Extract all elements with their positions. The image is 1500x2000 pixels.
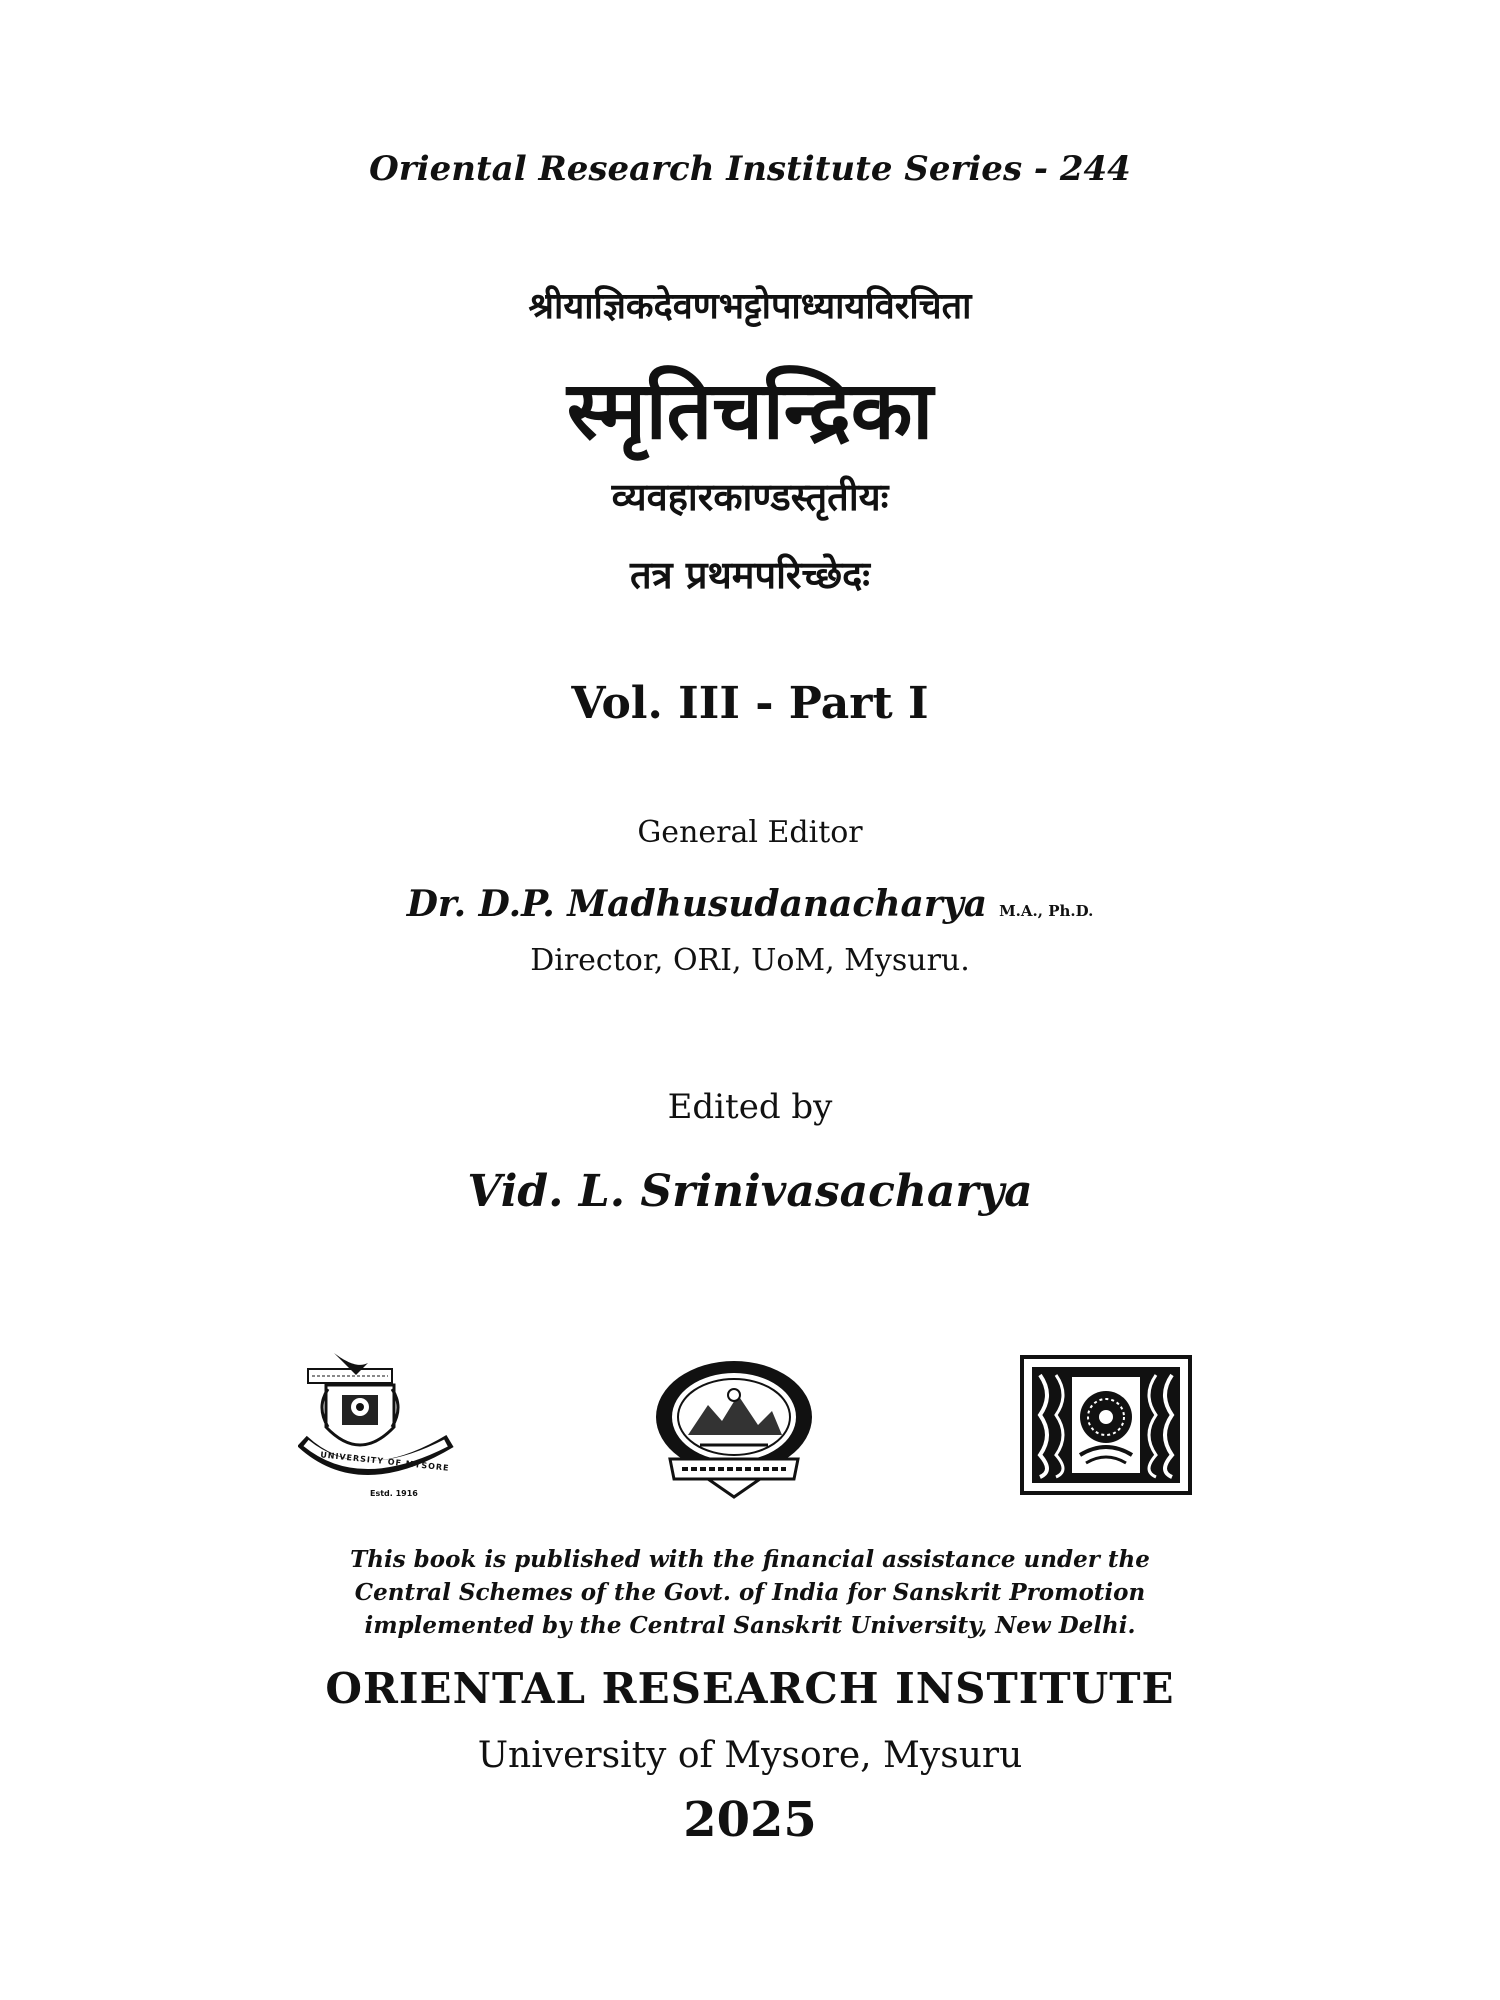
publisher-place: University of Mysore, Mysuru (477, 1735, 1023, 1776)
sanskrit-subtitle-2: तत्र प्रथमपरिच्छेदः (630, 552, 870, 597)
sanskrit-subtitle-1: व्यवहारकाण्डस्तृतीयः (611, 474, 889, 519)
series-title: Oriental Research Institute Series - 244 (369, 149, 1131, 189)
editor-name: Vid. L. Srinivasacharya (467, 1166, 1033, 1217)
oriental-research-institute-seal-icon (648, 1355, 820, 1505)
general-editor-degrees: M.A., Ph.D. (999, 902, 1094, 920)
funding-note-line: Central Schemes of the Govt. of India for Sanskrit Promotion (354, 1579, 1146, 1606)
general-editor-label: General Editor (637, 815, 863, 850)
sanskrit-title: स्मृतिचन्द्रिका (566, 363, 934, 457)
university-of-mysore-emblem-icon (298, 1345, 458, 1505)
publisher-name: ORIENTAL RESEARCH INSTITUTE (325, 1664, 1175, 1713)
emblem-established-text: Estd. 1916 (370, 1489, 418, 1498)
volume-label: Vol. III - Part I (571, 678, 929, 729)
editor-label: Edited by (667, 1087, 833, 1127)
general-editor-name-row (0, 883, 1500, 925)
sanskrit-byline: श्रीयाज्ञिकदेवणभट्टोपाध्यायविरचिता (528, 285, 972, 327)
emblem-ring-text: UNIVERSITY OF MYSORE (319, 1450, 450, 1473)
funding-note-line: This book is published with the financial assistance under the (350, 1546, 1150, 1573)
funding-note-line: implemented by the Central Sanskrit University, New Delhi. (364, 1612, 1136, 1639)
general-editor-affiliation: Director, ORI, UoM, Mysuru. (530, 943, 970, 978)
publication-year: 2025 (683, 1792, 817, 1848)
central-sanskrit-university-logo-icon (1020, 1355, 1192, 1495)
general-editor-name: Dr. D.P. Madhusudanacharya (406, 883, 988, 925)
